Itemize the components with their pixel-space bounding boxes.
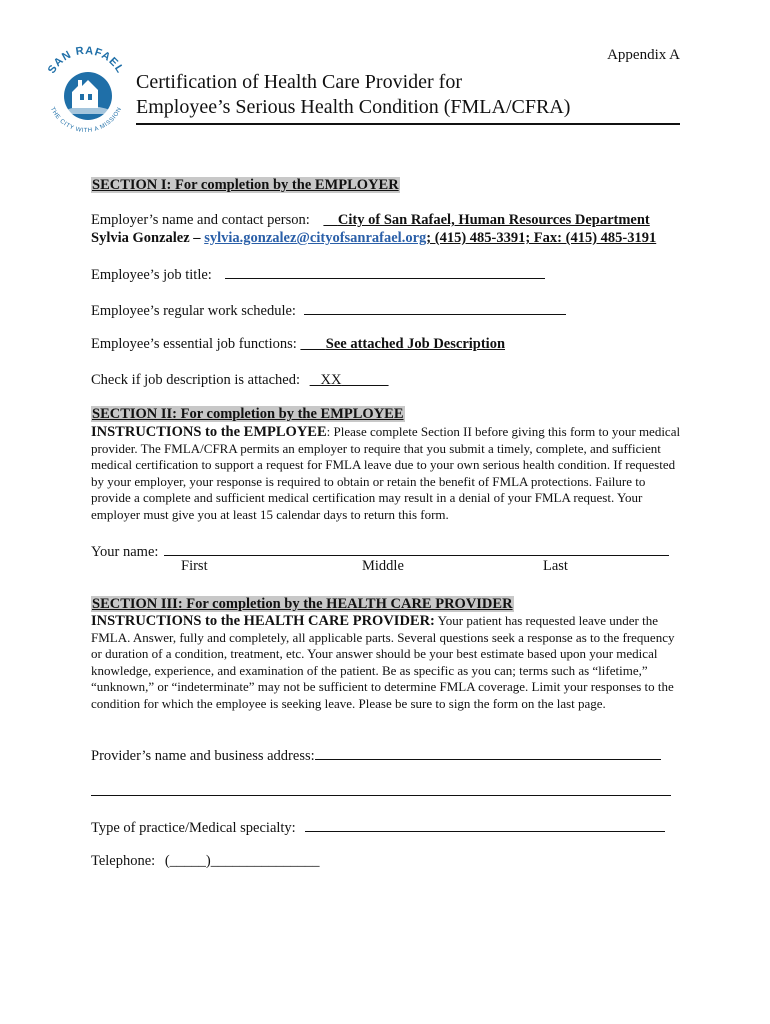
job-title-field[interactable] — [225, 264, 545, 279]
attached-label: Check if job description is attached: — [91, 372, 300, 388]
san-rafael-seal-logo — [40, 44, 132, 136]
contact-phone: ; (415) 485-3391; Fax: (415) 485-3191 — [426, 230, 657, 246]
provider-address-line-2[interactable] — [91, 795, 671, 796]
section-2-heading: SECTION II: For completion by the EMPLOYEE — [92, 406, 404, 422]
employee-instructions-text: : Please complete Section II before giving this form to your medical provider. The FMLA/CFRA permits an employer to require that you submit a timely, complete, and sufficient medical certification to support a request for FMLA leave due to your own serious health condition. If requested by your employer, your response is required to obtain or retain the benefit of FMLA protections. Failure to provide a complete and sufficient medical certification may result in a denial of your FMLA request. Your employer must give you at least 15 calendar days to return this form. — [91, 424, 681, 522]
your-name-label: Your name: — [91, 544, 159, 560]
employer-label: Employer’s name and contact person: — [91, 212, 310, 228]
provider-label: Provider’s name and business address: — [91, 748, 315, 764]
employer-row — [91, 211, 650, 229]
specialty-label: Type of practice/Medical specialty: — [91, 820, 296, 836]
functions-field[interactable]: See attached Job Description — [325, 336, 506, 352]
telephone-label: Telephone: — [91, 853, 156, 869]
section-3-heading: SECTION III: For completion by the HEALTH CARE PROVIDER — [92, 596, 513, 612]
employer-value[interactable]: City of San Rafael, Human Resources Department — [337, 212, 650, 228]
attached-row — [91, 371, 389, 389]
provider-row — [91, 745, 661, 765]
employee-instructions-lead: INSTRUCTIONS to the EMPLOYEE — [91, 424, 327, 440]
contact-row — [91, 229, 656, 247]
telephone-row — [91, 852, 320, 870]
functions-row — [91, 335, 505, 353]
title-line-1: Certification of Health Care Provider for — [136, 71, 462, 93]
provider-instructions-text: Your patient has requested leave under the FMLA. Answer, fully and completely, all applicable parts. Several questions seek a response as to the frequency or duration of a condition, treatment, etc. Your answer should be your best estimate based upon your medical knowledge, experience, and examination of the patient. Be as specific as you can; terms such as “lifetime,” “unknown,” or “indeterminate” may not be sufficient to determine FMLA coverage. Limit your responses to the condition for which the employee is seeking leave. Please be sure to sign the form on the last page. — [91, 613, 675, 711]
attached-field[interactable]: XX — [320, 372, 342, 388]
specialty-row — [91, 817, 665, 837]
section-1-heading: SECTION I: For completion by the EMPLOYER — [92, 177, 399, 193]
middle-name-caption: Middle — [362, 558, 404, 574]
last-name-caption: Last — [543, 558, 568, 574]
svg-text:SAN RAFAEL: SAN RAFAEL — [45, 44, 127, 76]
schedule-row — [91, 300, 566, 320]
provider-instructions-lead: INSTRUCTIONS to the HEALTH CARE PROVIDER: — [91, 613, 435, 629]
appendix-label: Appendix A — [607, 47, 680, 63]
provider-instructions — [91, 613, 681, 712]
specialty-field[interactable] — [305, 817, 665, 832]
job-title-row — [91, 264, 545, 284]
contact-name: Sylvia Gonzalez – — [91, 230, 205, 246]
employee-instructions — [91, 424, 681, 523]
your-name-field[interactable] — [164, 541, 669, 556]
title-line-2: Employee’s Serious Health Condition (FMLA/CFRA) — [136, 96, 571, 118]
first-name-caption: First — [181, 558, 208, 574]
schedule-field[interactable] — [304, 300, 566, 315]
schedule-label: Employee’s regular work schedule: — [91, 303, 296, 319]
job-title-label: Employee’s job title: — [91, 267, 212, 283]
telephone-field[interactable]: (_____)_______________ — [164, 853, 320, 869]
svg-text:THE CITY WITH A MISSION: THE CITY WITH A MISSION — [48, 106, 124, 134]
provider-field[interactable] — [315, 745, 661, 760]
title-divider — [136, 123, 680, 125]
contact-email-link[interactable]: sylvia.gonzalez@cityofsanrafael.org — [204, 230, 427, 246]
page-title — [136, 70, 680, 120]
functions-label: Employee’s essential job functions: — [91, 336, 297, 352]
